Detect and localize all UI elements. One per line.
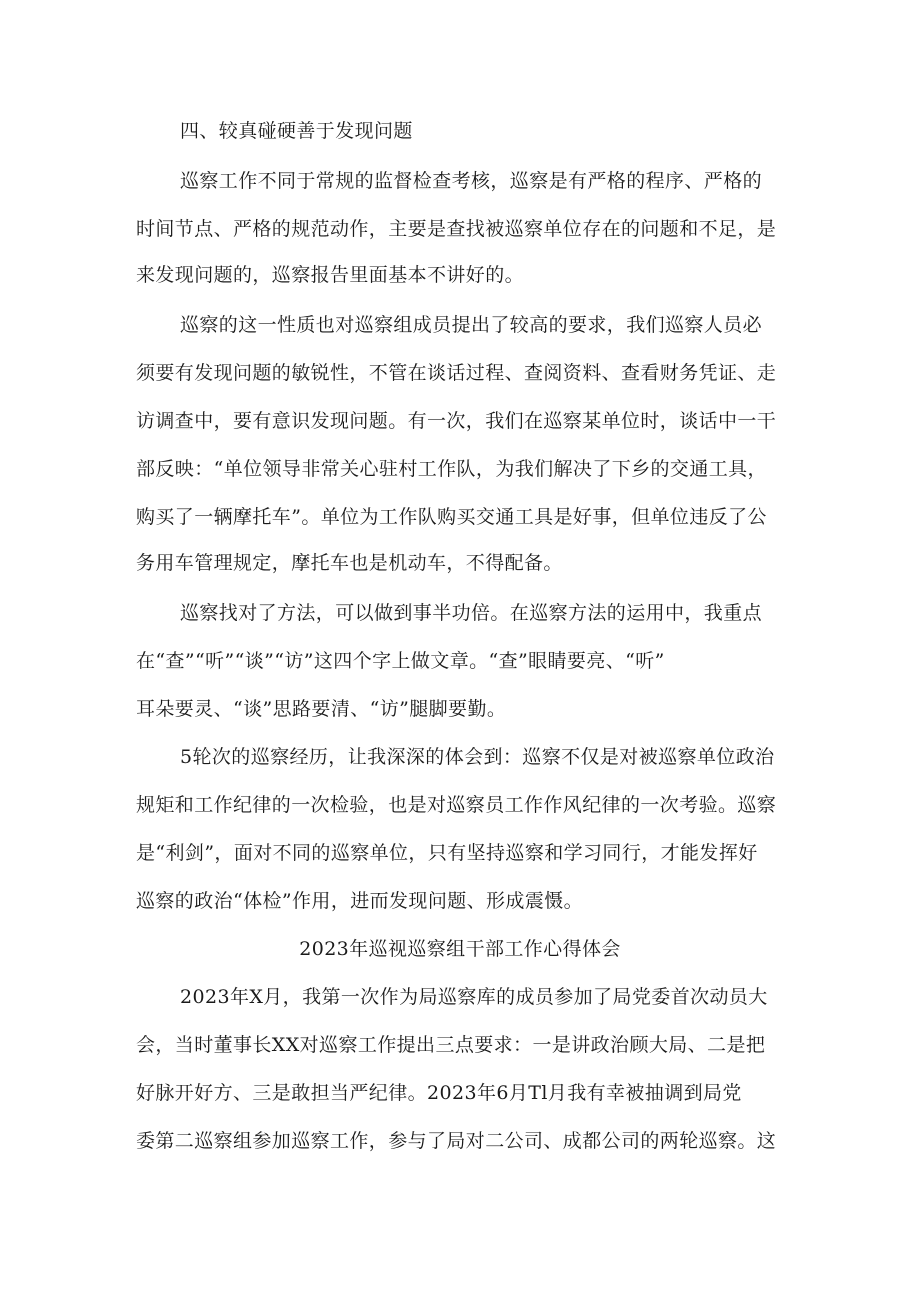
text-line: 巡察工作不同于常规的监督检查考核，巡察是有严格的程序、严格的 — [180, 170, 763, 192]
text-line: 务用车管理规定，摩托车也是机动车，不得配备。 — [136, 552, 563, 574]
text-line: 2023年X月，我第一次作为局巡察库的成员参加了局党委首次动员大 — [180, 986, 768, 1008]
text-line: 购买了一辆摩托车”。单位为工作队购买交通工具是好事，但单位违反了公 — [136, 506, 767, 528]
text-line: 耳朵要灵、“谈”思路要清、“访”腿脚要勤。 — [136, 698, 507, 720]
text-line: 委第二巡察组参加巡察工作，参与了局对二公司、成都公司的两轮巡察。这 — [136, 1130, 777, 1152]
text-line: 部反映：“单位领导非常关心驻村工作队，为我们解决了下乡的交通工具， — [136, 458, 767, 480]
text-line: 须要有发现问题的敏锐性，不管在谈话过程、查阅资料、查看财务凭证、走 — [136, 362, 777, 384]
text-line: 巡察的这一性质也对巡察组成员提出了较高的要求，我们巡察人员必 — [180, 314, 763, 336]
section-heading: 四、较真碰硬善于发现问题 — [180, 120, 413, 142]
text-line: 来发现问题的，巡察报告里面基本不讲好的。 — [136, 264, 525, 286]
text-line: 会，当时董事长XX对巡察工作提出三点要求：一是讲政治顾大局、二是把 — [136, 1034, 766, 1056]
text-line: 时间节点、严格的规范动作，主要是查找被巡察单位存在的问题和不足，是 — [136, 218, 777, 240]
text-line: 规矩和工作纪律的一次检验，也是对巡察员工作作风纪律的一次考验。巡察 — [136, 794, 777, 816]
text-line: 在“查”“听”“谈”“访”这四个字上做文章。“查”眼睛要亮、“听” — [136, 650, 665, 672]
text-line: 巡察的政治“体检”作用，进而发现问题、形成震慑。 — [136, 890, 584, 912]
text-line: 好脉开好方、三是敢担当严纪律。2023年6月Tl月我有幸被抽调到局党 — [136, 1082, 742, 1104]
text-line: 巡察找对了方法，可以做到事半功倍。在巡察方法的运用中，我重点 — [180, 602, 763, 624]
text-line: 是“利剑”，面对不同的巡察单位，只有坚持巡察和学习同行，才能发挥好 — [136, 842, 758, 864]
text-line: 访调查中，要有意识发现问题。有一次，我们在巡察某单位时，谈话中一干 — [136, 410, 777, 432]
document-title: 2023年巡视巡察组干部工作心得体会 — [299, 938, 621, 960]
text-line: 5轮次的巡察经历，让我深深的体会到：巡察不仅是对被巡察单位政治 — [180, 746, 775, 768]
